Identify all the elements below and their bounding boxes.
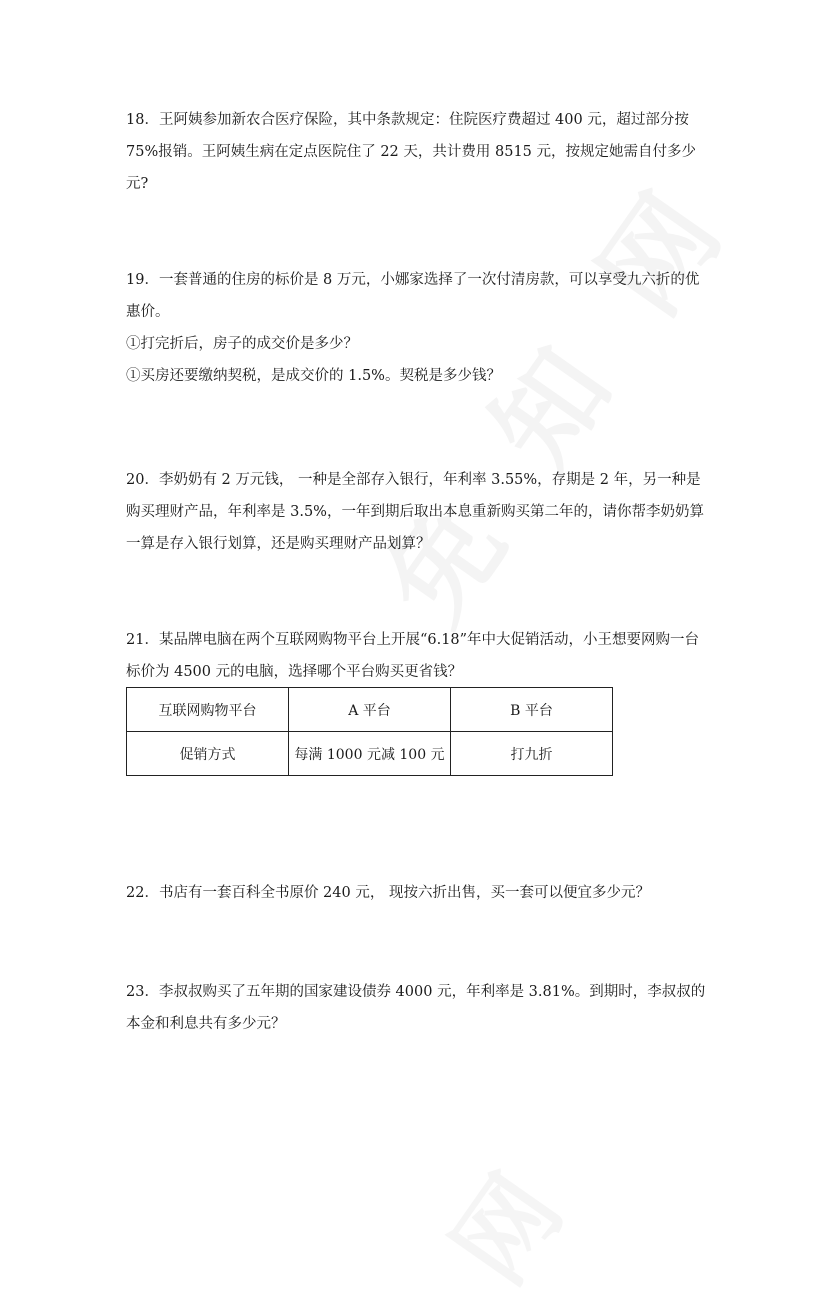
table-cell: 每满 1000 元减 100 元 — [289, 732, 451, 776]
question-19-sub-1: ①打完折后，房子的成交价是多少？ — [126, 336, 358, 352]
table-header-cell: B 平台 — [451, 688, 613, 732]
question-number: 21． — [126, 632, 159, 648]
question-22 — [126, 877, 706, 909]
table-cell: 促销方式 — [127, 732, 289, 776]
question-number: 20． — [126, 472, 159, 488]
question-23 — [126, 976, 706, 1040]
question-number: 18． — [126, 112, 159, 128]
question-20 — [126, 464, 706, 560]
question-22-text: 22．书店有一套百科全书原价 240 元， 现按六折出售，买一套可以便宜多少元？ — [126, 885, 650, 901]
question-number: 23． — [126, 984, 159, 1000]
table-header-cell: A 平台 — [289, 688, 451, 732]
question-18 — [126, 104, 706, 200]
promotion-table — [126, 687, 613, 776]
question-18-text: 18．王阿姨参加新农合医疗保险，其中条款规定：住院医疗费超过 400 元，超过部分按 75%报销。王阿姨生病在定点医院住了 22 天，共计费用 8515 元，按规定她需自付多少元? — [126, 112, 697, 192]
table-cell: 打九折 — [451, 732, 613, 776]
question-23-text: 23．李叔叔购买了五年期的国家建设债券 4000 元，年利率是 3.81%。到期时，李叔叔的本金和利息共有多少元？ — [126, 984, 706, 1032]
question-21-text: 21．某品牌电脑在两个互联网购物平台上开展“6.18”年中大促销活动，小王想要网购一台标价为 4500 元的电脑，选择哪个平台购买更省钱？ — [126, 632, 700, 680]
table-header-cell: 互联网购物平台 — [127, 688, 289, 732]
question-19 — [126, 264, 706, 392]
question-20-text: 20．李奶奶有 2 万元钱， 一种是全部存入银行，年利率 3.55%，存期是 2 年，另一种是购买理财产品，年利率是 3.5%，一年到期后取出本息重新购买第二年的，请你帮李奶奶算一算是存入银行划算，还是购买理财产品划算？ — [126, 472, 704, 552]
table-row — [127, 688, 613, 732]
table-row — [127, 732, 613, 776]
question-19-sub-2: ①买房还要缴纳契税，是成交价的 1.5%。契税是多少钱？ — [126, 368, 501, 384]
question-19-text: 19．一套普通的住房的标价是 8 万元，小娜家选择了一次付清房款，可以享受九六折的优惠价。 — [126, 272, 700, 320]
question-21 — [126, 624, 706, 688]
question-number: 19． — [126, 272, 159, 288]
question-number: 22． — [126, 885, 159, 901]
